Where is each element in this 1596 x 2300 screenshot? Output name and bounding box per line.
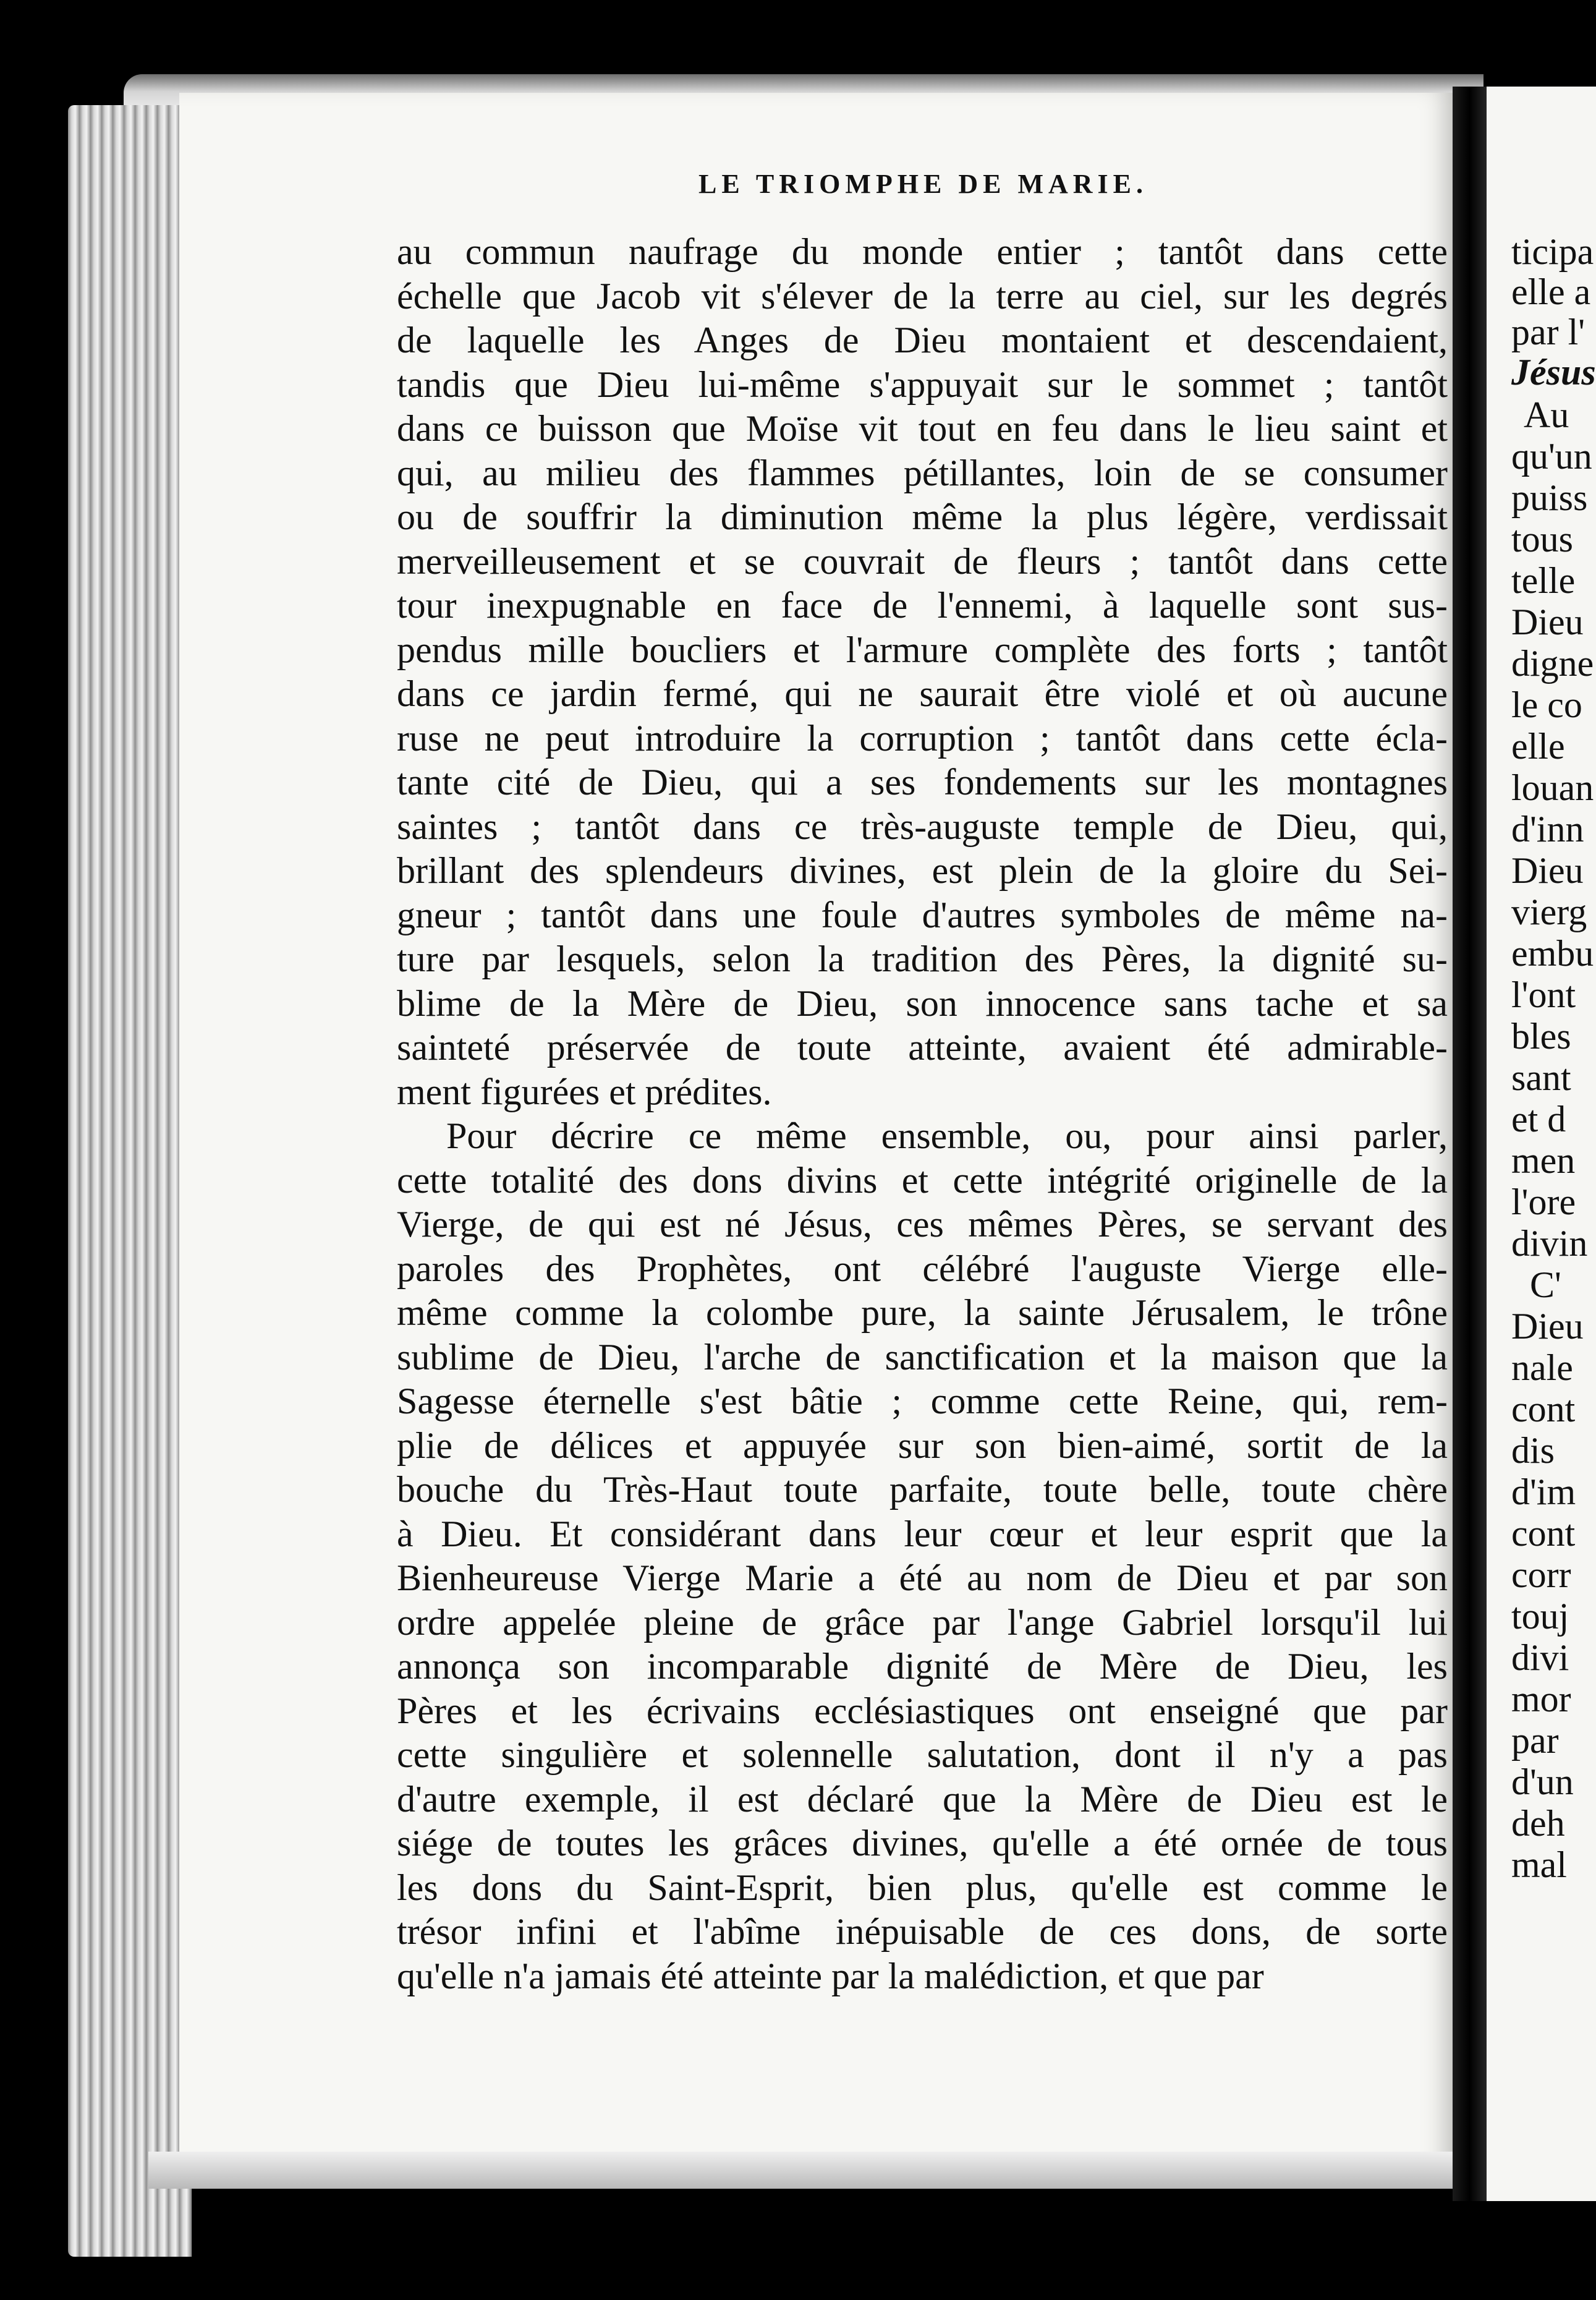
text-line: plie de délices et appuyée sur son bien-aimé, sortit de la	[397, 1425, 1448, 1466]
text-line: ou de souffrir la diminution même la plus légère, verdissait	[397, 496, 1448, 537]
right-page-fragment: Au	[1524, 394, 1569, 435]
text-line: ment figurées et prédites.	[397, 1071, 772, 1112]
text-line: cette totalité des dons divins et cette intégrité originelle de la	[397, 1159, 1448, 1201]
text-line: Pour décrire ce même ensemble, ou, pour ainsi parler,	[446, 1115, 1448, 1156]
right-page-fragment: ticipa	[1511, 231, 1594, 272]
right-page-fragment: divin	[1511, 1223, 1588, 1264]
right-page-fragment: C'	[1530, 1264, 1561, 1305]
right-page-fragment: cont	[1511, 1513, 1576, 1554]
right-page-fragment: deh	[1511, 1803, 1565, 1844]
right-page-fragment: d'un	[1511, 1761, 1574, 1802]
text-line: tandis que Dieu lui-même s'appuyait sur le sommet ; tantôt	[397, 364, 1448, 405]
text-line: dans ce buisson que Moïse vit tout en feu dans le lieu saint et	[397, 408, 1448, 449]
right-page-fragment: dis	[1511, 1430, 1555, 1471]
text-line: saintes ; tantôt dans ce très-auguste temple de Dieu, qui,	[397, 806, 1448, 847]
text-line: les dons du Saint-Esprit, bien plus, qu'elle est comme le	[397, 1867, 1448, 1908]
right-page-fragment: l'ont	[1511, 974, 1576, 1015]
text-line: à Dieu. Et considérant dans leur cœur et leur esprit que la	[397, 1513, 1448, 1554]
text-line: ture par lesquels, selon la tradition des Pères, la dignité su-	[397, 939, 1448, 979]
right-page-fragment: corr	[1511, 1554, 1571, 1595]
right-page-fragment: vierg	[1511, 892, 1587, 932]
right-page-fragment: d'inn	[1511, 809, 1584, 850]
text-line: pendus mille boucliers et l'armure complète des forts ; tantôt	[397, 629, 1448, 670]
text-line: de laquelle les Anges de Dieu montaient et descendaient,	[397, 320, 1448, 360]
text-line: sublime de Dieu, l'arche de sanctification et la maison que la	[397, 1336, 1448, 1378]
right-page-fragment: puiss	[1511, 477, 1588, 518]
text-line: au commun naufrage du monde entier ; tantôt dans cette	[397, 231, 1448, 272]
text-line: qu'elle n'a jamais été atteinte par la malédiction, et que par	[397, 1955, 1264, 1996]
book-bottom-edge	[148, 2152, 1471, 2189]
right-page-fragment: elle	[1511, 726, 1565, 767]
right-page-fragment: nale	[1511, 1347, 1573, 1388]
book-page-edges	[68, 105, 192, 2257]
text-line: cette singulière et solennelle salutation, dont il n'y a pas	[397, 1734, 1448, 1775]
right-page-fragment: Jésus	[1511, 352, 1596, 393]
text-line: gneur ; tantôt dans une foule d'autres symboles de même na-	[397, 894, 1448, 935]
body-text	[397, 230, 1448, 1998]
right-page-fragment: Dieu	[1511, 602, 1584, 642]
right-page-fragment: mal	[1511, 1844, 1567, 1885]
right-page-fragment: men	[1511, 1140, 1576, 1181]
right-page-fragment: bles	[1511, 1016, 1571, 1057]
right-page-fragment: par	[1511, 1720, 1559, 1761]
right-page-fragment: embu	[1511, 933, 1594, 974]
text-line: merveilleusement et se couvrait de fleurs ; tantôt dans cette	[397, 540, 1448, 582]
text-line: échelle que Jacob vit s'élever de la terre au ciel, sur les degrés	[397, 275, 1448, 317]
book-gutter	[1453, 87, 1487, 2201]
right-page-fragment: Dieu	[1511, 850, 1584, 891]
text-line: siége de toutes les grâces divines, qu'elle a été ornée de tous	[397, 1823, 1448, 1863]
text-line: bouche du Très-Haut toute parfaite, toute belle, toute chère	[397, 1469, 1448, 1510]
right-page-fragment: et d	[1511, 1099, 1566, 1139]
right-page	[1487, 87, 1596, 2201]
right-page-fragment: telle	[1511, 560, 1576, 601]
text-line: brillant des splendeurs divines, est plein de la gloire du Sei-	[397, 850, 1448, 891]
text-line: ruse ne peut introduire la corruption ; tantôt dans cette écla-	[397, 717, 1448, 759]
right-page-fragment: elle a	[1511, 271, 1591, 312]
text-line: Pères et les écrivains ecclésiastiques ont enseigné que par	[397, 1690, 1448, 1731]
text-line: qui, au milieu des flammes pétillantes, loin de se consumer	[397, 452, 1448, 493]
text-line: Vierge, de qui est né Jésus, ces mêmes Pères, se servant des	[397, 1204, 1448, 1245]
text-line: ordre appelée pleine de grâce par l'ange Gabriel lorsqu'il lui	[397, 1601, 1448, 1643]
text-line: sainteté préservée de toute atteinte, avaient été admirable-	[397, 1027, 1448, 1068]
right-page-fragment: divi	[1511, 1637, 1569, 1678]
right-page-fragment: cont	[1511, 1389, 1576, 1429]
right-page-fragment: tous	[1511, 519, 1574, 560]
text-line: dans ce jardin fermé, qui ne saurait être violé et où aucune	[397, 673, 1448, 714]
text-line: Sagesse éternelle s'est bâtie ; comme cette Reine, qui, rem-	[397, 1381, 1448, 1421]
text-line: tante cité de Dieu, qui a ses fondements sur les montagnes	[397, 762, 1448, 803]
text-line: trésor infini et l'abîme inépuisable de ces dons, de sorte	[397, 1911, 1448, 1952]
text-line: blime de la Mère de Dieu, son innocence sans tache et sa	[397, 982, 1448, 1024]
right-page-fragment: mor	[1511, 1679, 1571, 1719]
text-line: tour inexpugnable en face de l'ennemi, à laquelle sont sus-	[397, 585, 1448, 626]
right-page-fragment: louan	[1511, 767, 1594, 808]
text-line: Bienheureuse Vierge Marie a été au nom de Dieu et par son	[397, 1557, 1448, 1598]
right-page-fragment: l'ore	[1511, 1182, 1576, 1222]
right-page-fragment: Dieu	[1511, 1306, 1584, 1347]
text-line: paroles des Prophètes, ont célébré l'auguste Vierge elle-	[397, 1248, 1448, 1289]
right-page-fragment: d'im	[1511, 1472, 1576, 1512]
right-page-fragment: le co	[1511, 684, 1582, 725]
text-line: annonça son incomparable dignité de Mère de Dieu, les	[397, 1646, 1448, 1687]
right-page-fragment: par l'	[1511, 312, 1585, 352]
right-page-fragment: touj	[1511, 1596, 1569, 1637]
running-head: LE TRIOMPHE DE MARIE.	[698, 169, 1148, 199]
text-line: même comme la colombe pure, la sainte Jérusalem, le trône	[397, 1292, 1448, 1333]
text-line: d'autre exemple, il est déclaré que la Mère de Dieu est le	[397, 1778, 1448, 1820]
right-page-fragment: qu'un	[1511, 436, 1592, 477]
right-page-fragment: digne	[1511, 643, 1594, 684]
right-page-fragment: sant	[1511, 1057, 1571, 1098]
